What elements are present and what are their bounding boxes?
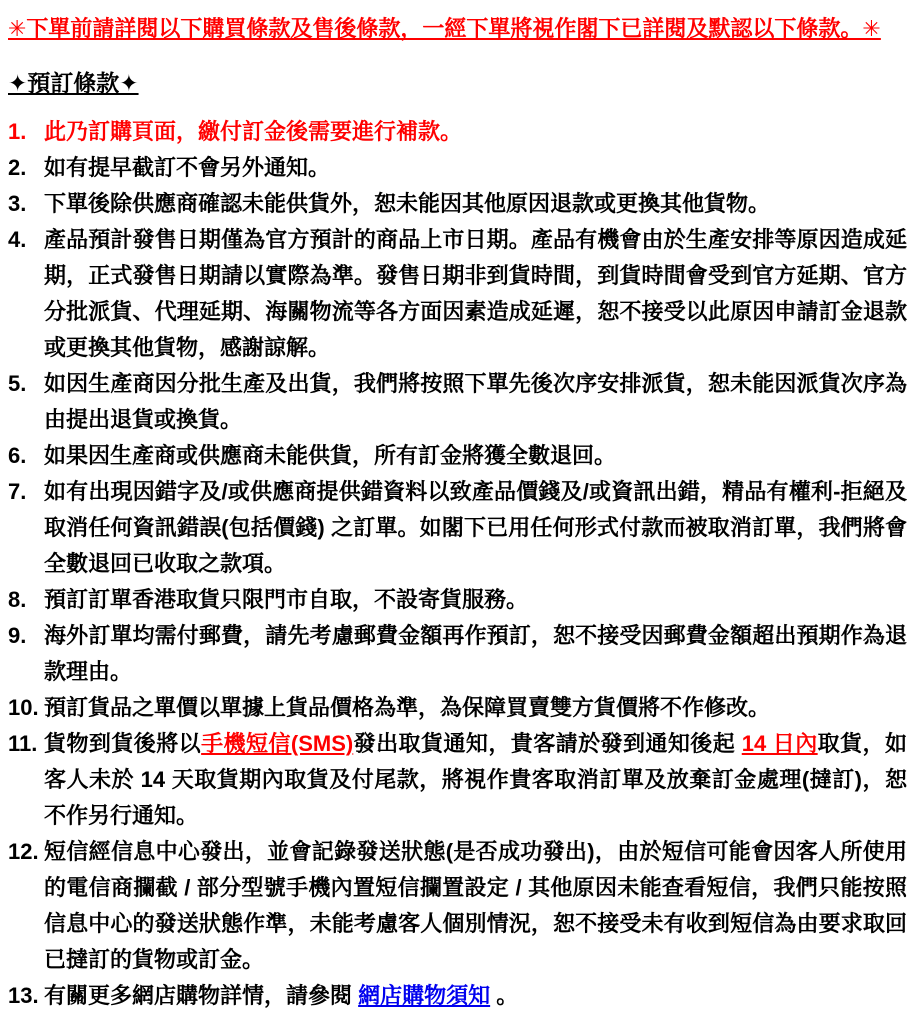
section-title-preorder-terms: ✦預訂條款✦ bbox=[8, 70, 139, 96]
term-text: 如果因生產商或供應商未能供貨，所有訂金將獲全數退回。 bbox=[44, 443, 617, 468]
term-item-2 bbox=[8, 150, 907, 186]
term-text-segment: 有關更多網店購物詳情，請參閱 bbox=[44, 983, 359, 1008]
term-text: 如有出現因錯字及/或供應商提供錯資料以致產品價錢及/或資訊出錯，精品有權利-拒絕及取消任何資訊錯誤(包括價錢) 之訂單。如閣下已用任何形式付款而被取消訂單，我們將會全數退回已收取之款項。 bbox=[44, 479, 907, 576]
term-text-segment: 取貨，如客人未於 14 天取貨期內取貨及付尾款，將視作貴客取消訂單及放棄訂金處理(撻訂)，恕不作另行通知。 bbox=[44, 731, 907, 828]
term-number: 1. bbox=[8, 119, 27, 144]
term-text: 短信經信息中心發出，並會記錄發送狀態(是否成功發出)，由於短信可能會因客人所使用的電信商攔截 / 部分型號手機內置短信攔置設定 / 其他原因未能查看短信，我們只能按照信息中心的發送狀態作準，未能考慮客人個別情況，恕不接受未有收到短信為由要求取回已撻訂的貨物或訂金。 bbox=[44, 839, 907, 972]
term-number: 11. bbox=[8, 731, 38, 756]
term-item-11 bbox=[8, 726, 907, 834]
terms-list bbox=[8, 114, 907, 1014]
term-text: 預訂訂單香港取貨只限門市自取，不設寄貨服務。 bbox=[44, 587, 529, 612]
term-item-4 bbox=[8, 222, 907, 366]
term-item-1 bbox=[8, 114, 907, 150]
term-number: 4. bbox=[8, 227, 27, 252]
term-item-13 bbox=[8, 978, 907, 1014]
term-number: 13. bbox=[8, 983, 39, 1008]
term-item-8 bbox=[8, 582, 907, 618]
term-number: 5. bbox=[8, 371, 27, 396]
term-item-7 bbox=[8, 474, 907, 582]
term-text: 產品預計發售日期僅為官方預計的商品上市日期。產品有機會由於生產安排等原因造成延期，正式發售日期請以實際為準。發售日期非到貨時間，到貨時間會受到官方延期、官方分批派貨、代理延期、海關物流等各方面因素造成延遲，恕不接受以此原因申請訂金退款或更換其他貨物，感謝諒解。 bbox=[44, 227, 907, 360]
pre-order-warning-header: ✳下單前請詳閱以下購買條款及售後條款，一經下單將視作閣下已詳閱及默認以下條款。✳ bbox=[8, 16, 881, 41]
term-text: 如有提早截訂不會另外通知。 bbox=[44, 155, 331, 180]
term-text-segment: 貨物到貨後將以 bbox=[44, 731, 202, 756]
term-item-6 bbox=[8, 438, 907, 474]
term-text: 如因生產商因分批生產及出貨，我們將按照下單先後次序安排派貨，恕未能因派貨次序為由提出退貨或換貨。 bbox=[44, 371, 907, 432]
term-number: 12. bbox=[8, 839, 39, 864]
term-item-5 bbox=[8, 366, 907, 438]
term-text: 預訂貨品之單價以單據上貨品價格為準，為保障買賣雙方貨價將不作修改。 bbox=[44, 695, 771, 720]
term-text bbox=[44, 978, 907, 1014]
term-number: 9. bbox=[8, 623, 27, 648]
term-text: 下單後除供應商確認未能供貨外，恕未能因其他原因退款或更換其他貨物。 bbox=[44, 191, 771, 216]
term-item-10 bbox=[8, 690, 907, 726]
term-text bbox=[44, 726, 907, 834]
term-number: 3. bbox=[8, 191, 27, 216]
term-item-12 bbox=[8, 834, 907, 978]
pickup-deadline-highlight: 14 日內 bbox=[741, 731, 818, 756]
term-text: 此乃訂購頁面，繳付訂金後需要進行補款。 bbox=[44, 119, 463, 144]
term-item-3 bbox=[8, 186, 907, 222]
term-number: 2. bbox=[8, 155, 27, 180]
term-number: 7. bbox=[8, 479, 27, 504]
term-text-segment: 發出取貨通知，貴客請於發到通知後起 bbox=[353, 731, 742, 756]
sms-notice-highlight: 手機短信(SMS) bbox=[201, 731, 354, 756]
store-shopping-notice-link[interactable]: 網店購物須知 bbox=[358, 983, 491, 1008]
term-text: 海外訂單均需付郵費，請先考慮郵費金額再作預訂，恕不接受因郵費金額超出預期作為退款理由。 bbox=[44, 623, 907, 684]
term-number: 8. bbox=[8, 587, 27, 612]
term-item-9 bbox=[8, 618, 907, 690]
term-text-segment: 。 bbox=[490, 983, 519, 1008]
term-number: 10. bbox=[8, 695, 39, 720]
term-number: 6. bbox=[8, 443, 27, 468]
